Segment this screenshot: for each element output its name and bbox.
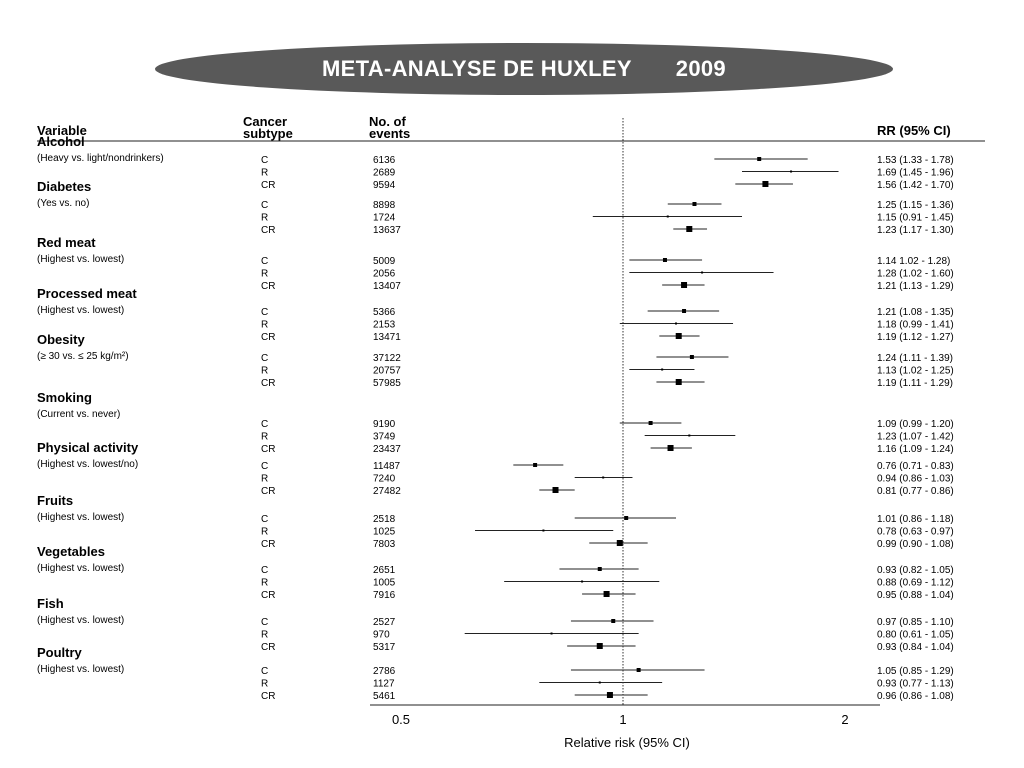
rr-ci-cell: 1.23 (1.17 - 1.30) (877, 225, 954, 236)
group-comparison: (Highest vs. lowest/no) (37, 459, 139, 470)
subtype-cell: C (261, 155, 269, 166)
rr-point-marker (688, 435, 690, 437)
events-cell: 20757 (373, 365, 401, 377)
events-cell: 2153 (373, 319, 396, 331)
events-cell: 7803 (373, 539, 396, 550)
x-tick-label: 2 (841, 712, 849, 727)
table-row (261, 666, 954, 677)
group-name: Red meat (37, 235, 96, 250)
rr-point-marker (598, 567, 602, 571)
rr-ci-cell: 1.09 (0.99 - 1.20) (877, 419, 954, 430)
table-row (261, 527, 954, 538)
rr-ci-cell: 0.88 (0.69 - 1.12) (877, 577, 954, 589)
table-row (261, 353, 953, 364)
header-rr: RR (95% CI) (877, 123, 951, 138)
rr-point-marker (757, 157, 761, 161)
rr-point-marker (581, 581, 583, 583)
events-cell: 5366 (373, 307, 396, 318)
table-row (261, 691, 954, 702)
table-row (261, 366, 954, 377)
table-row (261, 539, 954, 550)
rr-point-marker (681, 282, 687, 288)
table-row (261, 332, 954, 343)
header-variable: Variable (37, 123, 87, 138)
subtype-cell: C (261, 461, 269, 472)
group-10 (37, 645, 954, 702)
rr-point-marker (686, 226, 692, 232)
header-events-2: events (369, 126, 411, 141)
banner-year: 2009 (675, 56, 726, 81)
rr-point-marker (617, 540, 623, 546)
subtype-cell: CR (261, 281, 276, 292)
table-row (261, 444, 954, 455)
rr-point-marker (701, 272, 703, 274)
rr-point-marker (690, 355, 694, 359)
rr-ci-cell: 1.19 (1.12 - 1.27) (877, 332, 954, 343)
rr-ci-cell: 0.96 (0.86 - 1.08) (877, 691, 954, 702)
group-comparison: (Yes vs. no) (37, 198, 90, 209)
rr-point-marker (667, 216, 669, 218)
subtype-cell: C (261, 353, 269, 364)
subtype-cell: CR (261, 444, 276, 455)
header-subtype-2: subtype (243, 126, 293, 141)
group-name: Fruits (37, 493, 74, 508)
rr-ci-cell: 0.80 (0.61 - 1.05) (877, 629, 954, 641)
subtype-cell: CR (261, 180, 276, 191)
rr-point-marker (597, 643, 603, 649)
group-8 (37, 544, 954, 601)
group-9 (37, 596, 954, 653)
table-row (261, 200, 954, 211)
header-subtype-1: Cancer (243, 114, 288, 129)
rr-ci-cell: 1.16 (1.09 - 1.24) (877, 444, 954, 455)
events-cell: 2689 (373, 167, 396, 179)
rr-ci-cell: 1.56 (1.42 - 1.70) (877, 180, 954, 191)
subtype-cell: R (261, 678, 269, 690)
rr-ci-cell: 1.13 (1.02 - 1.25) (877, 365, 954, 377)
rr-point-marker (637, 668, 641, 672)
subtype-cell: R (261, 431, 269, 443)
table-row (261, 590, 954, 601)
events-cell: 970 (373, 629, 390, 641)
group-comparison: (Highest vs. lowest) (37, 615, 125, 626)
rr-point-marker (551, 633, 553, 635)
group-comparison: (≥ 30 vs. ≤ 25 kg/m²) (37, 351, 129, 362)
table-row (261, 486, 954, 497)
events-cell: 1724 (373, 212, 396, 224)
group-name: Vegetables (37, 544, 105, 559)
x-tick-label: 0.5 (391, 712, 411, 727)
rr-point-marker (676, 379, 682, 385)
events-cell: 5009 (373, 256, 396, 267)
subtype-cell: CR (261, 642, 276, 653)
rr-ci-cell: 0.78 (0.63 - 0.97) (877, 526, 954, 538)
events-cell: 9190 (373, 419, 396, 430)
banner-title-text: META-ANALYSE DE HUXLEY (322, 56, 632, 81)
rr-point-marker (682, 309, 686, 313)
rr-ci-cell: 1.14 1.02 - 1.28) (877, 256, 951, 267)
subtype-cell: C (261, 307, 269, 318)
group-comparison: (Heavy vs. light/nondrinkers) (37, 153, 164, 164)
table-row (261, 307, 954, 318)
subtype-cell: CR (261, 539, 276, 550)
events-cell: 1005 (373, 577, 396, 589)
rr-point-marker (553, 487, 559, 493)
events-cell: 23437 (373, 444, 401, 455)
group-7 (37, 493, 954, 550)
group-name: Fish (37, 596, 64, 611)
subtype-cell: CR (261, 332, 276, 343)
table-row (261, 514, 954, 525)
table-row (261, 269, 954, 280)
subtype-cell: C (261, 666, 269, 677)
events-cell: 6136 (373, 155, 396, 166)
rr-point-marker (533, 463, 537, 467)
subtype-cell: R (261, 526, 269, 538)
rr-point-marker (649, 421, 653, 425)
events-cell: 5461 (373, 691, 396, 702)
events-cell: 2527 (373, 617, 396, 628)
rr-ci-cell: 1.01 (0.86 - 1.18) (877, 514, 954, 525)
table-row (261, 642, 954, 653)
subtype-cell: R (261, 212, 269, 224)
table-row (261, 679, 954, 690)
rr-point-marker (676, 333, 682, 339)
rr-point-marker (762, 181, 768, 187)
events-cell: 13637 (373, 225, 401, 236)
rr-point-marker (542, 530, 544, 532)
subtype-cell: CR (261, 225, 276, 236)
rr-ci-cell: 1.53 (1.33 - 1.78) (877, 155, 954, 166)
subtype-cell: CR (261, 378, 276, 389)
group-comparison: (Current vs. never) (37, 409, 121, 420)
group-name: Obesity (37, 332, 85, 347)
group-name: Processed meat (37, 286, 137, 301)
group-4 (37, 332, 954, 389)
rr-point-marker (663, 258, 667, 262)
table-row (261, 256, 950, 267)
table-row (261, 474, 954, 485)
events-cell: 13471 (373, 332, 401, 343)
rr-ci-cell: 0.81 (0.77 - 0.86) (877, 486, 954, 497)
subtype-cell: R (261, 167, 269, 179)
rr-ci-cell: 1.23 (1.07 - 1.42) (877, 431, 954, 443)
rr-ci-cell: 1.15 (0.91 - 1.45) (877, 212, 954, 224)
rr-ci-cell: 1.69 (1.45 - 1.96) (877, 167, 954, 179)
subtype-cell: C (261, 617, 269, 628)
subtype-cell: R (261, 629, 269, 641)
events-cell: 7240 (373, 473, 396, 485)
rr-ci-cell: 0.95 (0.88 - 1.04) (877, 590, 954, 601)
events-cell: 1025 (373, 526, 396, 538)
rr-point-marker (607, 692, 613, 698)
table-row (261, 281, 954, 292)
group-comparison: (Highest vs. lowest) (37, 512, 125, 523)
events-cell: 3749 (373, 431, 396, 443)
rr-ci-cell: 0.97 (0.85 - 1.10) (877, 617, 954, 628)
rr-ci-cell: 0.93 (0.82 - 1.05) (877, 565, 954, 576)
rr-ci-cell: 0.93 (0.84 - 1.04) (877, 642, 954, 653)
x-axis-label: Relative risk (95% CI) (564, 735, 690, 750)
rr-ci-cell: 0.94 (0.86 - 1.03) (877, 473, 954, 485)
table-row (261, 213, 954, 224)
group-name: Poultry (37, 645, 82, 660)
table-row (261, 461, 954, 472)
subtype-cell: CR (261, 486, 276, 497)
subtype-cell: R (261, 319, 269, 331)
table-row (261, 432, 954, 443)
events-cell: 5317 (373, 642, 396, 653)
events-cell: 27482 (373, 486, 401, 497)
events-cell: 11487 (373, 461, 401, 472)
rr-point-marker (604, 591, 610, 597)
rr-ci-cell: 1.21 (1.13 - 1.29) (877, 281, 954, 292)
events-cell: 9594 (373, 180, 396, 191)
rr-ci-cell: 0.76 (0.71 - 0.83) (877, 461, 954, 472)
group-1 (37, 179, 954, 236)
subtype-cell: R (261, 577, 269, 589)
rr-ci-cell: 1.05 (0.85 - 1.29) (877, 666, 954, 677)
events-cell: 2056 (373, 268, 396, 280)
subtype-cell: C (261, 419, 269, 430)
group-name: Smoking (37, 390, 92, 405)
group-name: Physical activity (37, 440, 139, 455)
rr-point-marker (668, 445, 674, 451)
header-events-1: No. of (369, 114, 406, 129)
events-cell: 13407 (373, 281, 401, 292)
group-5 (37, 390, 954, 455)
subtype-cell: C (261, 514, 269, 525)
rr-ci-cell: 1.19 (1.11 - 1.29) (877, 378, 953, 389)
rr-point-marker (602, 477, 604, 479)
table-row (261, 630, 954, 641)
rr-point-marker (599, 682, 601, 684)
rr-ci-cell: 0.93 (0.77 - 1.13) (877, 678, 954, 690)
group-comparison: (Highest vs. lowest) (37, 254, 125, 265)
events-cell: 7916 (373, 590, 396, 601)
group-6 (37, 440, 954, 497)
table-row (261, 320, 954, 331)
table-row (261, 168, 954, 179)
rr-point-marker (790, 171, 792, 173)
group-comparison: (Highest vs. lowest) (37, 305, 125, 316)
table-row (261, 565, 954, 576)
rr-ci-cell: 1.25 (1.15 - 1.36) (877, 200, 954, 211)
events-cell: 8898 (373, 200, 396, 211)
subtype-cell: R (261, 365, 269, 377)
table-row (261, 578, 954, 589)
table-row (261, 617, 954, 628)
group-2 (37, 235, 954, 292)
x-tick-label: 1 (619, 712, 627, 727)
events-cell: 2651 (373, 565, 396, 576)
group-0 (37, 134, 954, 191)
rr-point-marker (675, 323, 677, 325)
rr-ci-cell: 0.99 (0.90 - 1.08) (877, 539, 954, 550)
rr-point-marker (624, 516, 628, 520)
table-row (261, 225, 954, 236)
rr-ci-cell: 1.24 (1.11 - 1.39) (877, 353, 953, 364)
subtype-cell: CR (261, 590, 276, 601)
group-name: Alcohol (37, 134, 85, 149)
table-row (261, 378, 953, 389)
events-cell: 57985 (373, 378, 401, 389)
events-cell: 2786 (373, 666, 396, 677)
subtype-cell: C (261, 565, 269, 576)
rr-ci-cell: 1.18 (0.99 - 1.41) (877, 319, 954, 331)
group-name: Diabetes (37, 179, 92, 194)
group-comparison: (Highest vs. lowest) (37, 664, 125, 675)
rr-ci-cell: 1.21 (1.08 - 1.35) (877, 307, 954, 318)
subtype-cell: R (261, 268, 269, 280)
rr-point-marker (692, 202, 696, 206)
table-row (261, 419, 954, 430)
subtype-cell: C (261, 256, 269, 267)
subtype-cell: C (261, 200, 269, 211)
events-cell: 37122 (373, 353, 401, 364)
group-comparison: (Highest vs. lowest) (37, 563, 125, 574)
table-row (261, 155, 954, 166)
events-cell: 1127 (373, 678, 395, 690)
rr-point-marker (661, 369, 663, 371)
subtype-cell: R (261, 473, 269, 485)
rr-point-marker (611, 619, 615, 623)
subtype-cell: CR (261, 691, 276, 702)
rr-ci-cell: 1.28 (1.02 - 1.60) (877, 268, 954, 280)
table-row (261, 180, 954, 191)
events-cell: 2518 (373, 514, 396, 525)
group-3 (37, 286, 954, 343)
